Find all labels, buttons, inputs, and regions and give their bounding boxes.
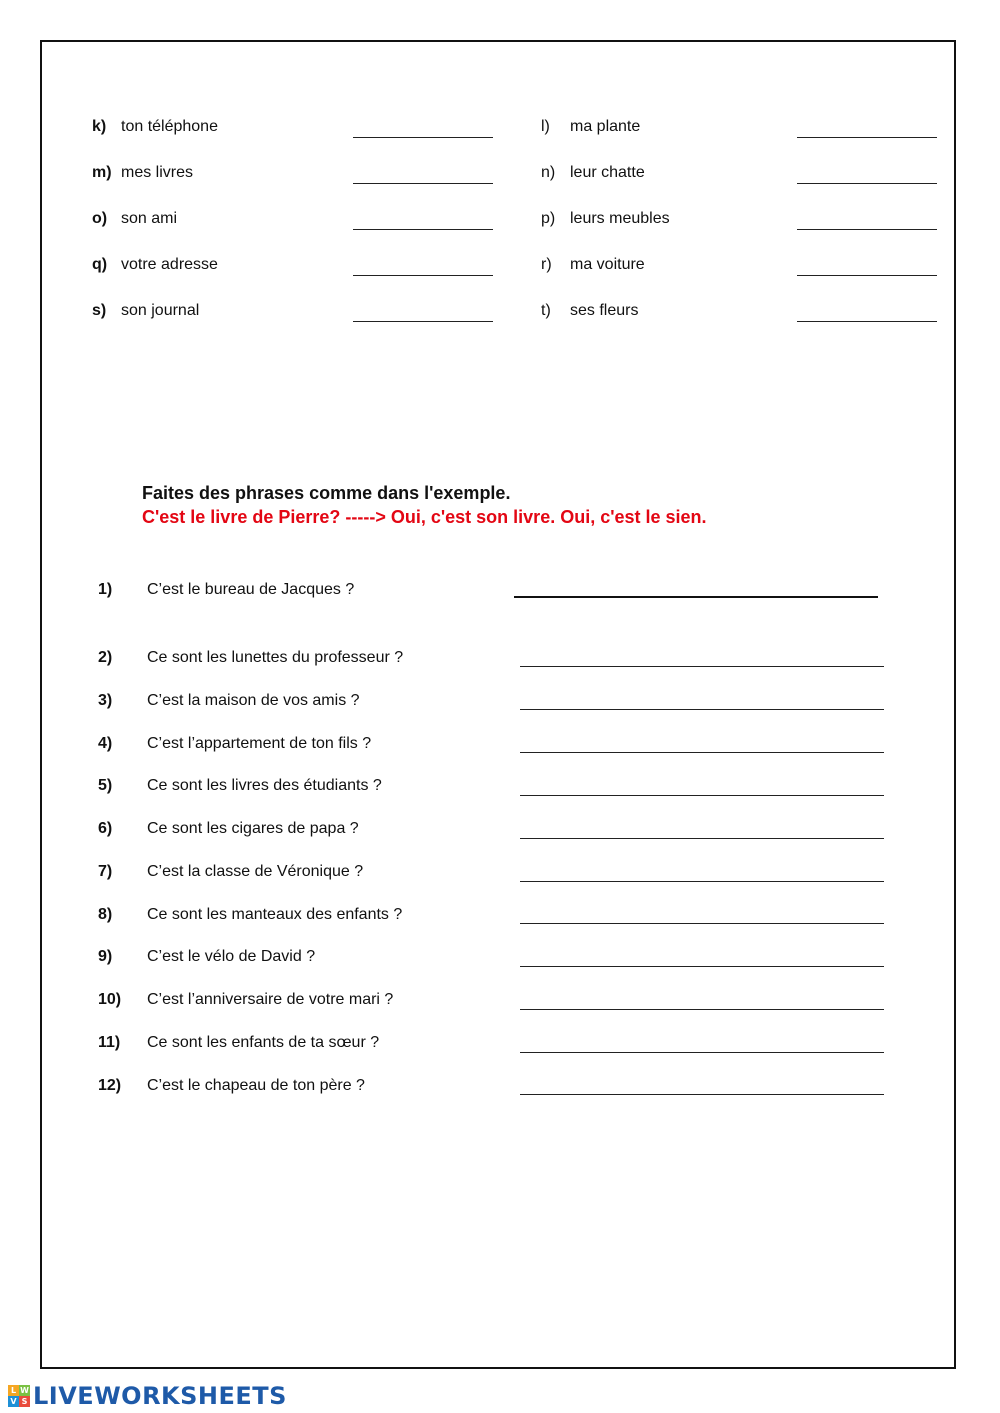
- answer-line[interactable]: [520, 1094, 884, 1095]
- item-phrase: son ami: [121, 210, 178, 227]
- question-text: C’est le chapeau de ton père ?: [147, 1077, 365, 1094]
- item-letter: p): [541, 210, 556, 227]
- item-phrase: leur chatte: [570, 164, 645, 181]
- question-row: [0, 777, 1000, 803]
- item-letter: o): [92, 210, 108, 227]
- question-text: C’est le bureau de Jacques ?: [147, 581, 355, 598]
- question-number: 3): [98, 692, 113, 709]
- item-phrase: ma voiture: [570, 256, 645, 273]
- answer-line[interactable]: [520, 1052, 884, 1053]
- question-text: C’est l’anniversaire de votre mari ?: [147, 991, 394, 1008]
- question-text: C’est la classe de Véronique ?: [147, 863, 364, 880]
- pair-row: [0, 256, 1000, 280]
- answer-blank[interactable]: [797, 275, 937, 276]
- question-row: [0, 820, 1000, 846]
- question-number: 11): [98, 1034, 121, 1051]
- item-phrase: leurs meubles: [570, 210, 670, 227]
- question-row: [0, 991, 1000, 1017]
- answer-blank[interactable]: [353, 137, 493, 138]
- logo-grid-icon: L W V S: [8, 1385, 30, 1407]
- item-phrase: ma plante: [570, 118, 641, 135]
- question-number: 12): [98, 1077, 122, 1094]
- question-text: C’est la maison de vos amis ?: [147, 692, 360, 709]
- question-text: C’est l’appartement de ton fils ?: [147, 735, 372, 752]
- answer-line[interactable]: [514, 596, 878, 598]
- pair-row: [0, 164, 1000, 188]
- answer-line[interactable]: [520, 795, 884, 796]
- item-phrase: votre adresse: [121, 256, 218, 273]
- pair-row: [0, 118, 1000, 142]
- answer-line[interactable]: [520, 966, 884, 967]
- item-letter: r): [541, 256, 552, 273]
- answer-line[interactable]: [520, 838, 884, 839]
- question-number: 6): [98, 820, 113, 837]
- answer-line[interactable]: [520, 881, 884, 882]
- answer-line[interactable]: [520, 666, 884, 667]
- question-row: [0, 649, 1000, 675]
- item-phrase: mes livres: [121, 164, 194, 181]
- instruction-title: Faites des phrases comme dans l'exemple.: [142, 483, 511, 503]
- liveworksheets-logo: [8, 1381, 287, 1411]
- instruction-example: C'est le livre de Pierre? -----> Oui, c'est son livre. Oui, c'est le sien.: [142, 507, 707, 527]
- item-letter: t): [541, 302, 551, 319]
- question-text: Ce sont les manteaux des enfants ?: [147, 906, 403, 923]
- question-text: Ce sont les enfants de ta sœur ?: [147, 1034, 380, 1051]
- question-number: 2): [98, 649, 113, 666]
- question-row: [0, 692, 1000, 718]
- item-letter: s): [92, 302, 107, 319]
- pair-row: [0, 210, 1000, 234]
- question-number: 9): [98, 948, 113, 965]
- item-letter: n): [541, 164, 556, 181]
- question-row: [0, 581, 1000, 607]
- answer-line[interactable]: [520, 1009, 884, 1010]
- question-number: 5): [98, 777, 113, 794]
- item-phrase: ton téléphone: [121, 118, 218, 135]
- item-letter: q): [92, 256, 108, 273]
- item-phrase: ses fleurs: [570, 302, 639, 319]
- question-row: [0, 948, 1000, 974]
- answer-blank[interactable]: [353, 275, 493, 276]
- answer-blank[interactable]: [797, 229, 937, 230]
- question-row: [0, 1077, 1000, 1103]
- answer-blank[interactable]: [353, 321, 493, 322]
- item-phrase: son journal: [121, 302, 200, 319]
- logo-text: LIVEWORKSHEETS: [33, 1382, 287, 1410]
- item-letter: l): [541, 118, 550, 135]
- question-row: [0, 906, 1000, 932]
- question-number: 7): [98, 863, 113, 880]
- answer-line[interactable]: [520, 923, 884, 924]
- question-text: Ce sont les lunettes du professeur ?: [147, 649, 404, 666]
- question-number: 10): [98, 991, 122, 1008]
- question-number: 1): [98, 581, 113, 598]
- question-row: [0, 1034, 1000, 1060]
- answer-blank[interactable]: [353, 229, 493, 230]
- answer-line[interactable]: [520, 752, 884, 753]
- question-text: C’est le vélo de David ?: [147, 948, 316, 965]
- question-number: 8): [98, 906, 113, 923]
- answer-blank[interactable]: [353, 183, 493, 184]
- item-letter: m): [92, 164, 112, 181]
- answer-line[interactable]: [520, 709, 884, 710]
- answer-blank[interactable]: [797, 321, 937, 322]
- pair-row: [0, 302, 1000, 326]
- question-text: Ce sont les livres des étudiants ?: [147, 777, 382, 794]
- question-row: [0, 863, 1000, 889]
- answer-blank[interactable]: [797, 137, 937, 138]
- question-text: Ce sont les cigares de papa ?: [147, 820, 359, 837]
- item-letter: k): [92, 118, 107, 135]
- answer-blank[interactable]: [797, 183, 937, 184]
- question-number: 4): [98, 735, 113, 752]
- question-row: [0, 735, 1000, 761]
